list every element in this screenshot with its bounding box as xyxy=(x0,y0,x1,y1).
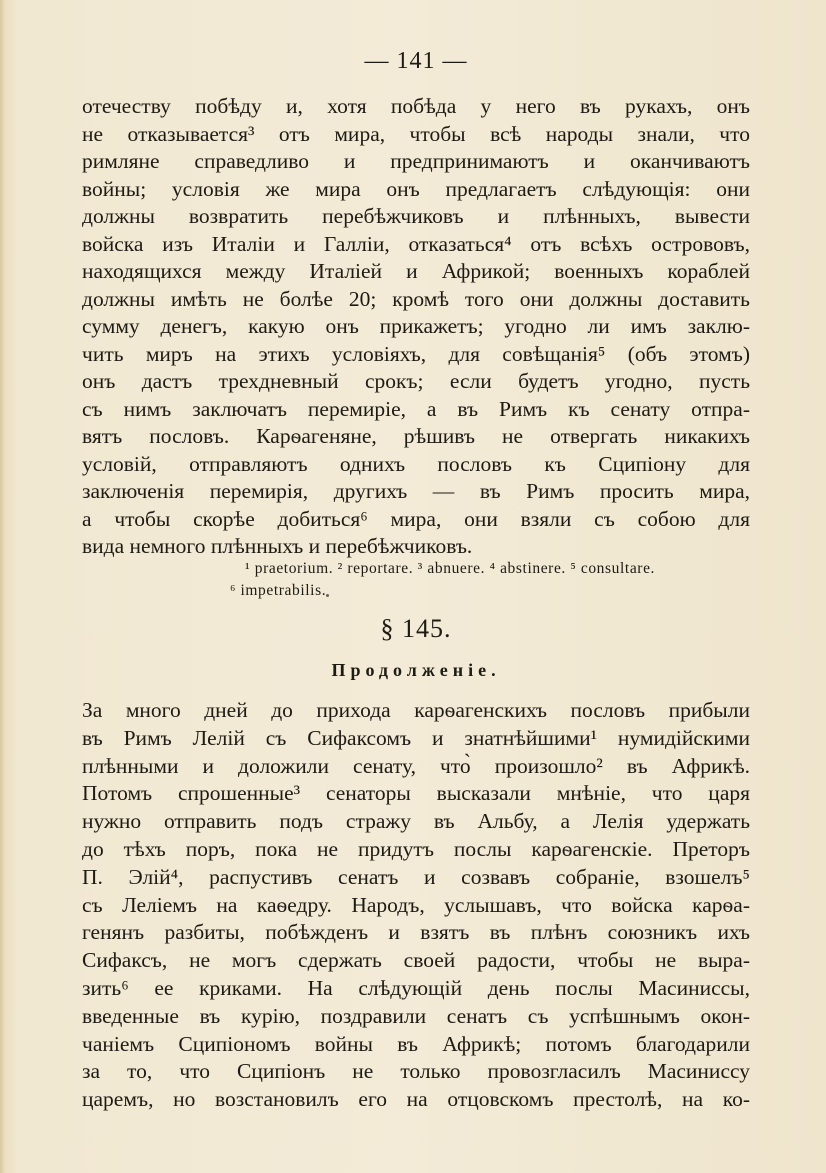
text-line: съ Леліемъ на каѳедру. Народъ, услышавъ, что войска карѳа- xyxy=(82,892,750,917)
text-line: должны имѣть не болѣе 20; кромѣ того они должны доставить xyxy=(82,286,750,311)
text-line: вятъ пословъ. Карѳагеняне, рѣшивъ не отвергать никакихъ xyxy=(82,424,750,448)
text-line: за то, что Сципіонъ не только провозгласилъ Масиниссу xyxy=(82,1059,750,1084)
text-line: введенные въ курію, поздравили сенатъ съ успѣшнымъ окон- xyxy=(82,1003,750,1028)
text-line: сумму денегъ, какую онъ прикажетъ; угодно ли имъ заклю- xyxy=(82,314,750,338)
text-line: съ нимъ заключатъ перемиріе, а въ Римъ къ сенату отпра- xyxy=(82,396,750,421)
text-line: За много дней до прихода карѳагенскихъ пословъ прибыли xyxy=(82,698,750,722)
footnote-line: ⁶ impetrabilis. xyxy=(230,582,327,599)
page-edge xyxy=(0,0,6,1173)
text-line: войны; условія же мира онъ предлагаетъ слѣдующія: они xyxy=(82,176,750,201)
paragraph-2 xyxy=(82,697,750,1114)
text-line: Сифаксъ, не могъ сдержать своей радости, чтобы не выра- xyxy=(82,948,750,973)
text-line: чить миръ на этихъ условіяхъ, для совѣщанія⁵ (объ этомъ) xyxy=(82,341,750,366)
text-line: находящихся между Италіей и Африкой; военныхъ кораблей xyxy=(82,259,750,283)
text-line: плѣнными и доложили сенату, что̀ произошло² въ Африкѣ. xyxy=(82,753,750,778)
text-line: въ Римъ Лелій съ Сифаксомъ и знатнѣйшими¹ нумидійскими xyxy=(82,725,750,750)
text-line: римляне справедливо и предпринимаютъ и оканчиваютъ xyxy=(82,149,750,173)
text-line: отечеству побѣду и, хотя побѣда у него въ рукахъ, онъ xyxy=(82,94,750,118)
text-line: П. Элій⁴, распустивъ сенатъ и созвавъ собраніе, взошелъ⁵ xyxy=(82,864,750,889)
text-line: заключенія перемирія, другихъ — въ Римъ просить мира, xyxy=(82,479,750,503)
text-line: зить⁶ ее криками. На слѣдующій день послы Масиниссы, xyxy=(82,975,750,1000)
text-line: а чтобы скорѣе добиться⁶ мира, они взяли съ собою для xyxy=(82,506,750,531)
text-line: войска изъ Италіи и Галліи, отказаться⁴ отъ всѣхъ острововъ, xyxy=(82,231,750,256)
text-line: чаніемъ Сципіономъ войны въ Африкѣ; потомъ благодарили xyxy=(82,1031,750,1056)
text-line: онъ дастъ трехдневный срокъ; если будетъ угодно, пусть xyxy=(82,369,750,393)
section-145 xyxy=(82,580,750,1114)
text-line: царемъ, но возстановилъ его на отцовскомъ престолѣ, на ко- xyxy=(82,1087,750,1112)
page-number: — 141 — xyxy=(364,48,468,74)
footnote-line: ¹ praetorium. ² reportare. ³ abnuere. ⁴ abstinere. ⁵ consultare. xyxy=(245,560,656,577)
text-line: условій, отправляютъ однихъ пословъ къ Сципіону для xyxy=(82,451,750,476)
text-line: нужно отправить подъ стражу въ Альбу, а Лелія удержать xyxy=(82,809,750,834)
text-line: до тѣхъ поръ, пока не придутъ послы карѳагенскіе. Преторъ xyxy=(82,836,750,861)
text-line: не отказывается³ отъ мира, чтобы всѣ народы знали, что xyxy=(82,121,750,146)
page-content xyxy=(82,48,750,561)
text-line: должны возвратить перебѣжчиковъ и плѣнныхъ, вывести xyxy=(82,204,750,228)
text-line: вида немного плѣнныхъ и перебѣжчиковъ. xyxy=(82,534,473,558)
section-title: § 145. xyxy=(380,614,452,643)
text-line: Потомъ спрошенные³ сенаторы высказали мнѣніе, что царя xyxy=(82,781,750,806)
paragraph-1 xyxy=(82,93,750,561)
text-line: генянъ разбиты, побѣжденъ и взятъ въ плѣнъ союзникъ ихъ xyxy=(82,920,750,945)
section-subtitle: Продолженіе. xyxy=(331,660,501,680)
